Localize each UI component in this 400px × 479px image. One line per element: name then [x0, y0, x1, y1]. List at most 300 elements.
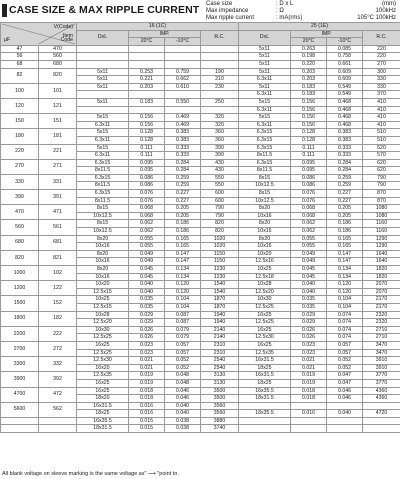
case-size-cell: 6.3x11: [77, 121, 129, 129]
case-size-cell: 16x35.5: [239, 387, 291, 395]
case-size-cell: 6.3x11: [239, 76, 291, 84]
case-size-cell: 5x11: [77, 98, 129, 106]
imp-m10c-cell: 0.047: [327, 372, 363, 380]
ripple-current-cell: 2320: [363, 311, 400, 319]
ripple-current-cell: [201, 45, 239, 53]
capacitance-cell: [1, 417, 39, 425]
ripple-current-cell: 4360: [363, 387, 400, 395]
imp-20c-cell: 0.055: [291, 243, 327, 251]
case-size-cell: 10x16: [77, 273, 129, 281]
imp-m10c-cell: 0.052: [165, 364, 201, 372]
imp-m10c-cell: 0.468: [327, 114, 363, 122]
imp-m10c-cell: 0.549: [327, 83, 363, 91]
ripple-current-cell: 300: [363, 68, 400, 76]
imp-20c-cell: 0.198: [291, 53, 327, 61]
imp-20c-cell: 0.045: [129, 266, 165, 274]
capacitance-cell: 1500: [1, 296, 39, 311]
ripple-current-cell: 1870: [201, 303, 239, 311]
imp-m10c-cell: 0.074: [327, 311, 363, 319]
spec-unit: 105°C 100kHz: [357, 15, 396, 21]
table-row: [1, 83, 400, 91]
imp-m10c-cell: 0.038: [165, 417, 201, 425]
imp-20c-cell: 0.021: [291, 364, 327, 372]
imp-m10c-cell: 0.048: [165, 379, 201, 387]
spec-row: [206, 15, 396, 22]
imp-20c-cell: 0.023: [291, 341, 327, 349]
capacitance-cell: 330: [1, 174, 39, 189]
imp-m10c-cell: 0.383: [327, 129, 363, 137]
code-cell: 331: [39, 174, 77, 189]
ripple-current-cell: 2540: [201, 364, 239, 372]
ripple-current-cell: 2710: [363, 334, 400, 342]
capacitance-cell: 100: [1, 83, 39, 98]
imp-20c-cell: 0.026: [291, 334, 327, 342]
table-row: [1, 357, 400, 365]
table-row: [1, 266, 400, 274]
imp-m10c-cell: 0.046: [327, 387, 363, 395]
case-size-cell: 12.5x35: [239, 349, 291, 357]
imp-m10c-cell: 0.165: [165, 235, 201, 243]
imp-20c-cell: 0.076: [291, 190, 327, 198]
imp-m10c-cell: 0.165: [327, 235, 363, 243]
imp-m10c-cell: 0.284: [165, 159, 201, 167]
imp-m10c-cell: 0.227: [165, 197, 201, 205]
code-cell: 472: [39, 387, 77, 402]
case-size-cell: 5x15: [77, 129, 129, 137]
code-cell: 821: [39, 250, 77, 265]
case-size-cell: 18x25: [239, 379, 291, 387]
table-row: [1, 68, 400, 76]
imp-m10c-cell: 0.186: [165, 220, 201, 228]
imp-20c-cell: 0.062: [291, 220, 327, 228]
imp-header-16: IMP.: [129, 30, 201, 38]
imp-20c-cell: 0.029: [129, 311, 165, 319]
imp-m10c-cell: 0.227: [327, 197, 363, 205]
group-16v: 16 (1C): [77, 23, 239, 31]
case-size-cell: 5x11: [77, 83, 129, 91]
imp-20c-cell: 0.076: [129, 197, 165, 205]
ripple-current-cell: 870: [363, 190, 400, 198]
ripple-current-cell: 520: [363, 144, 400, 152]
imp-m10c-cell: 0.662: [165, 76, 201, 84]
imp-m10c-cell: 0.079: [165, 334, 201, 342]
imp-m10c-cell: 0.120: [165, 288, 201, 296]
ripple-current-cell: 3130: [201, 372, 239, 380]
ripple-current-cell: 370: [363, 91, 400, 99]
case-size-cell: 16x31.5: [77, 402, 129, 410]
code-cell: 182: [39, 311, 77, 326]
imp-20c-cell: 0.068: [129, 212, 165, 220]
ripple-current-cell: [363, 402, 400, 410]
table-row: [1, 311, 400, 319]
capacitance-cell: 180: [1, 129, 39, 144]
table-row: [1, 341, 400, 349]
ripple-current-cell: 3500: [201, 387, 239, 395]
imp-m10c-cell: 0.046: [327, 395, 363, 403]
imp-20c-cell: 0.019: [129, 372, 165, 380]
imp-20c-cell: 0.156: [129, 114, 165, 122]
imp-20c-cell: 0.111: [291, 144, 327, 152]
ripple-current-cell: 570: [363, 152, 400, 160]
imp-m10c-cell: 0.040: [165, 410, 201, 418]
imp-20c-cell: 0.023: [129, 349, 165, 357]
case-size-cell: [77, 60, 129, 68]
imp-m10c-cell: 0.205: [165, 212, 201, 220]
ripple-current-cell: 2310: [201, 341, 239, 349]
imp-20c-cell: 0.049: [291, 250, 327, 258]
code-cell: 221: [39, 144, 77, 159]
case-size-cell: 18x25: [239, 364, 291, 372]
code-cell: 151: [39, 114, 77, 129]
group-25v: 25 (1E): [239, 23, 400, 31]
imp-20c-cell: [291, 402, 327, 410]
case-size-cell: 10x20: [77, 281, 129, 289]
imp-20c-cell: 0.253: [129, 68, 165, 76]
imp-m10c-cell: 0.087: [165, 311, 201, 319]
spec-row: [206, 1, 396, 8]
case-size-cell: 6.3x15: [239, 136, 291, 144]
imp-m10c-cell: 0.259: [165, 174, 201, 182]
ripple-current-cell: 3500: [201, 395, 239, 403]
ripple-current-cell: 2170: [363, 303, 400, 311]
case-size-cell: 8x20: [239, 220, 291, 228]
imp-m10c-cell: 0.227: [327, 190, 363, 198]
case-size-cell: 12.5x25: [239, 319, 291, 327]
code-cell: 181: [39, 129, 77, 144]
imp-20c-cell: [291, 417, 327, 425]
ripple-current-cell: 1640: [363, 258, 400, 266]
ripple-current-cell: 820: [201, 228, 239, 236]
ripple-current-cell: 410: [363, 98, 400, 106]
imp-20c-cell: 0.040: [129, 281, 165, 289]
ripple-current-cell: [201, 106, 239, 114]
ripple-current-cell: 2710: [363, 326, 400, 334]
capacitance-cell: 1800: [1, 311, 39, 326]
table-row: [1, 250, 400, 258]
tm10-header-25: -10°C: [327, 38, 363, 46]
imp-20c-cell: 0.221: [129, 76, 165, 84]
ripple-current-cell: 1820: [363, 273, 400, 281]
ripple-current-cell: 3470: [363, 341, 400, 349]
case-size-cell: 6.3x15: [239, 159, 291, 167]
code-cell: 222: [39, 326, 77, 341]
imp-20c-cell: 0.156: [129, 121, 165, 129]
capacitance-cell: 1200: [1, 281, 39, 296]
code-cell: 271: [39, 159, 77, 174]
ripple-current-cell: 3130: [201, 379, 239, 387]
imp-m10c-cell: [165, 60, 201, 68]
imp-20c-cell: 0.040: [129, 288, 165, 296]
imp-m10c-cell: 0.074: [327, 319, 363, 327]
case-size-cell: 5x11: [77, 76, 129, 84]
imp-m10c-cell: 0.134: [327, 266, 363, 274]
capacitance-cell: 220: [1, 144, 39, 159]
ripple-current-cell: 330: [363, 83, 400, 91]
imp-m10c-cell: 0.047: [327, 379, 363, 387]
table-row: [1, 387, 400, 395]
imp-m10c-cell: [327, 402, 363, 410]
table-row: [1, 235, 400, 243]
case-size-cell: 6.3x15: [239, 144, 291, 152]
imp-m10c-cell: 0.048: [165, 372, 201, 380]
ripple-current-table: [0, 22, 400, 433]
ripple-current-cell: 2320: [363, 319, 400, 327]
case-size-cell: 18x20: [77, 395, 129, 403]
spec-label: Case size: [206, 1, 233, 7]
ripple-current-cell: 2070: [363, 281, 400, 289]
code-cell: 272: [39, 341, 77, 356]
ripple-current-cell: 2310: [201, 349, 239, 357]
imp-20c-cell: 0.035: [291, 296, 327, 304]
ripple-current-cell: 870: [363, 197, 400, 205]
ripple-current-cell: 360: [201, 136, 239, 144]
ripple-current-cell: 1940: [201, 311, 239, 319]
imp-m10c-cell: 0.087: [165, 319, 201, 327]
case-size-cell: [77, 91, 129, 99]
imp-20c-cell: 0.045: [291, 266, 327, 274]
case-size-cell: 8x20: [77, 266, 129, 274]
table-row: [1, 159, 400, 167]
case-size-cell: 16x20: [77, 364, 129, 372]
imp-m10c-cell: 0.469: [165, 121, 201, 129]
imp-20c-cell: 0.086: [291, 174, 327, 182]
case-size-cell: 6.3x15: [77, 159, 129, 167]
imp-20c-cell: 0.023: [291, 349, 327, 357]
case-size-cell: 12.5x20: [239, 288, 291, 296]
spec-label: Max ripple current: [206, 15, 255, 21]
ripple-current-cell: 1160: [363, 228, 400, 236]
case-size-cell: 10x16: [239, 212, 291, 220]
case-size-cell: 12.5x25: [77, 334, 129, 342]
ripple-current-cell: 3470: [363, 349, 400, 357]
ripple-current-cell: 2170: [363, 296, 400, 304]
imp-m10c-cell: 0.259: [327, 182, 363, 190]
imp-20c-cell: 0.049: [129, 258, 165, 266]
imp-m10c-cell: 0.104: [165, 303, 201, 311]
case-size-cell: 5x15: [77, 144, 129, 152]
case-size-cell: 8x15: [77, 220, 129, 228]
case-size-cell: 5x11: [239, 83, 291, 91]
imp-20c-cell: 0.156: [291, 98, 327, 106]
page-header: [0, 0, 400, 20]
ripple-current-cell: 270: [363, 60, 400, 68]
imp-20c-cell: [129, 106, 165, 114]
case-size-cell: 5x11: [239, 45, 291, 53]
ripple-current-cell: 410: [363, 114, 400, 122]
imp-20c-cell: 0.029: [291, 319, 327, 327]
code-cell: 101: [39, 83, 77, 98]
table-row: [1, 296, 400, 304]
ripple-current-cell: [201, 91, 239, 99]
imp-m10c-cell: 0.259: [327, 174, 363, 182]
imp-20c-cell: 0.128: [291, 136, 327, 144]
imp-20c-cell: 0.015: [129, 425, 165, 433]
case-size-cell: 12.5x30: [239, 334, 291, 342]
ripple-current-cell: 1020: [201, 243, 239, 251]
case-size-cell: 10x16: [77, 243, 129, 251]
imp-20c-cell: 0.016: [291, 410, 327, 418]
ripple-current-cell: 1150: [201, 250, 239, 258]
capacitance-cell: [1, 425, 39, 433]
ripple-current-cell: 510: [363, 129, 400, 137]
code-cell: [39, 425, 77, 433]
ripple-current-cell: 1540: [201, 288, 239, 296]
imp-20c-cell: 0.035: [291, 303, 327, 311]
ripple-current-cell: 220: [363, 53, 400, 61]
imp-20c-cell: 0.015: [129, 417, 165, 425]
imp-m10c-cell: 0.134: [165, 273, 201, 281]
case-size-cell: 6.3x15: [77, 174, 129, 182]
case-size-cell: 12.5x16: [239, 258, 291, 266]
imp-20c-cell: 0.016: [129, 402, 165, 410]
imp-20c-cell: 0.023: [129, 341, 165, 349]
case-size-cell: 6.3x11: [77, 136, 129, 144]
case-size-cell: 5x15: [77, 114, 129, 122]
ripple-current-cell: 1870: [201, 296, 239, 304]
capacitance-cell: 2200: [1, 326, 39, 341]
ripple-current-cell: 3770: [363, 372, 400, 380]
imp-20c-cell: 0.016: [129, 410, 165, 418]
imp-m10c-cell: 0.104: [327, 303, 363, 311]
page-title: CASE SIZE & MAX RIPPLE CURRENT: [9, 4, 200, 16]
ripple-current-cell: 600: [201, 197, 239, 205]
case-size-cell: [239, 425, 291, 433]
ripple-current-cell: 410: [363, 106, 400, 114]
imp-m10c-cell: [327, 417, 363, 425]
case-size-cell: 12.5x15: [77, 303, 129, 311]
capacitance-cell: 120: [1, 98, 39, 113]
ripple-current-cell: 1540: [201, 281, 239, 289]
imp-m10c-cell: 0.205: [327, 205, 363, 213]
ripple-current-cell: 1150: [201, 258, 239, 266]
case-size-cell: 8x20: [239, 235, 291, 243]
table-row: [1, 53, 400, 61]
imp-20c-cell: [291, 425, 327, 433]
imp-m10c-cell: 0.040: [165, 402, 201, 410]
ripple-current-cell: 1290: [363, 235, 400, 243]
capacitance-cell: 1000: [1, 266, 39, 281]
code-cell: [39, 417, 77, 425]
imp-20c-cell: 0.111: [129, 144, 165, 152]
ripple-current-cell: 220: [363, 45, 400, 53]
imp-m10c-cell: 0.057: [165, 349, 201, 357]
ripple-current-cell: 1230: [201, 273, 239, 281]
capacitance-cell: 560: [1, 220, 39, 235]
imp-20c-cell: 0.203: [129, 83, 165, 91]
ripple-current-cell: 4720: [363, 410, 400, 418]
capacitance-cell: 47: [1, 45, 39, 53]
case-size-cell: 5x15: [239, 114, 291, 122]
capacitance-cell: 3300: [1, 357, 39, 372]
imp-20c-cell: 0.095: [291, 167, 327, 175]
case-size-cell: 5x11: [239, 53, 291, 61]
ripple-current-cell: 390: [201, 152, 239, 160]
imp-m10c-cell: 0.549: [327, 91, 363, 99]
imp-m10c-cell: 0.079: [165, 326, 201, 334]
case-size-cell: 10x30: [77, 326, 129, 334]
ripple-current-cell: 210: [201, 76, 239, 84]
ripple-current-cell: 790: [363, 182, 400, 190]
imp-20c-cell: 0.203: [291, 68, 327, 76]
capacitance-cell: 470: [1, 205, 39, 220]
imp-20c-cell: 0.086: [129, 174, 165, 182]
case-size-cell: 18x35.5: [239, 410, 291, 418]
case-size-cell: 16x25: [239, 341, 291, 349]
capacitance-cell: 390: [1, 190, 39, 205]
case-size-cell: 18x31.5: [239, 395, 291, 403]
case-size-cell: 16x35.5: [77, 417, 129, 425]
case-size-cell: 5x11: [239, 60, 291, 68]
ripple-current-cell: 790: [201, 212, 239, 220]
imp-20c-cell: 0.111: [291, 152, 327, 160]
imp-m10c-cell: 0.758: [327, 53, 363, 61]
imp-20c-cell: 0.026: [129, 334, 165, 342]
capacitance-cell: 820: [1, 250, 39, 265]
rc-header-16: R.C.: [201, 30, 239, 45]
imp-20c-cell: [129, 53, 165, 61]
imp-20c-cell: 0.040: [291, 288, 327, 296]
ripple-current-cell: 1080: [363, 212, 400, 220]
ripple-current-cell: 2540: [201, 357, 239, 365]
ripple-current-cell: 2140: [201, 334, 239, 342]
imp-m10c-cell: 0.134: [165, 266, 201, 274]
ripple-current-cell: [363, 425, 400, 433]
spec-unit: (mm): [382, 1, 396, 7]
ripple-current-cell: 250: [201, 98, 239, 106]
rc-header-25: R.C.: [363, 30, 400, 45]
ripple-current-cell: 1640: [363, 250, 400, 258]
ripple-current-cell: 3560: [201, 410, 239, 418]
imp-m10c-cell: 0.186: [165, 228, 201, 236]
imp-20c-cell: 0.055: [129, 235, 165, 243]
imp-m10c-cell: 0.085: [327, 45, 363, 53]
capacitance-cell: 68: [1, 60, 39, 68]
imp-m10c-cell: 0.383: [165, 129, 201, 137]
imp-20c-cell: 0.156: [291, 106, 327, 114]
ripple-current-cell: 620: [363, 159, 400, 167]
imp-20c-cell: 0.049: [291, 258, 327, 266]
imp-20c-cell: 0.183: [129, 98, 165, 106]
imp-m10c-cell: 0.333: [327, 144, 363, 152]
case-size-cell: 8x20: [239, 205, 291, 213]
ripple-current-cell: 2140: [201, 326, 239, 334]
case-size-cell: 10x20: [239, 250, 291, 258]
case-size-cell: 16x25: [77, 379, 129, 387]
case-size-cell: 6.3x15: [239, 129, 291, 137]
imp-20c-cell: 0.095: [291, 159, 327, 167]
ripple-current-cell: 790: [201, 205, 239, 213]
imp-m10c-cell: 0.609: [327, 68, 363, 76]
imp-20c-cell: [129, 91, 165, 99]
ripple-current-cell: 600: [201, 190, 239, 198]
code-cell: 561: [39, 220, 77, 235]
voltage-item-corner: [1, 23, 77, 46]
imp-m10c-cell: 0.259: [165, 182, 201, 190]
ripple-current-cell: 1820: [363, 266, 400, 274]
case-size-cell: 18x25: [77, 410, 129, 418]
table-row: [1, 174, 400, 182]
imp-20c-cell: 0.183: [291, 83, 327, 91]
case-size-cell: 12.5x20: [77, 319, 129, 327]
imp-20c-cell: 0.026: [291, 326, 327, 334]
imp-20c-cell: 0.128: [291, 129, 327, 137]
imp-m10c-cell: 0.057: [327, 341, 363, 349]
table-row: [1, 425, 400, 433]
case-size-cell: 10x25: [77, 296, 129, 304]
table-row: [1, 220, 400, 228]
imp-m10c-cell: 0.104: [327, 296, 363, 304]
case-size-cell: 5x15: [239, 98, 291, 106]
